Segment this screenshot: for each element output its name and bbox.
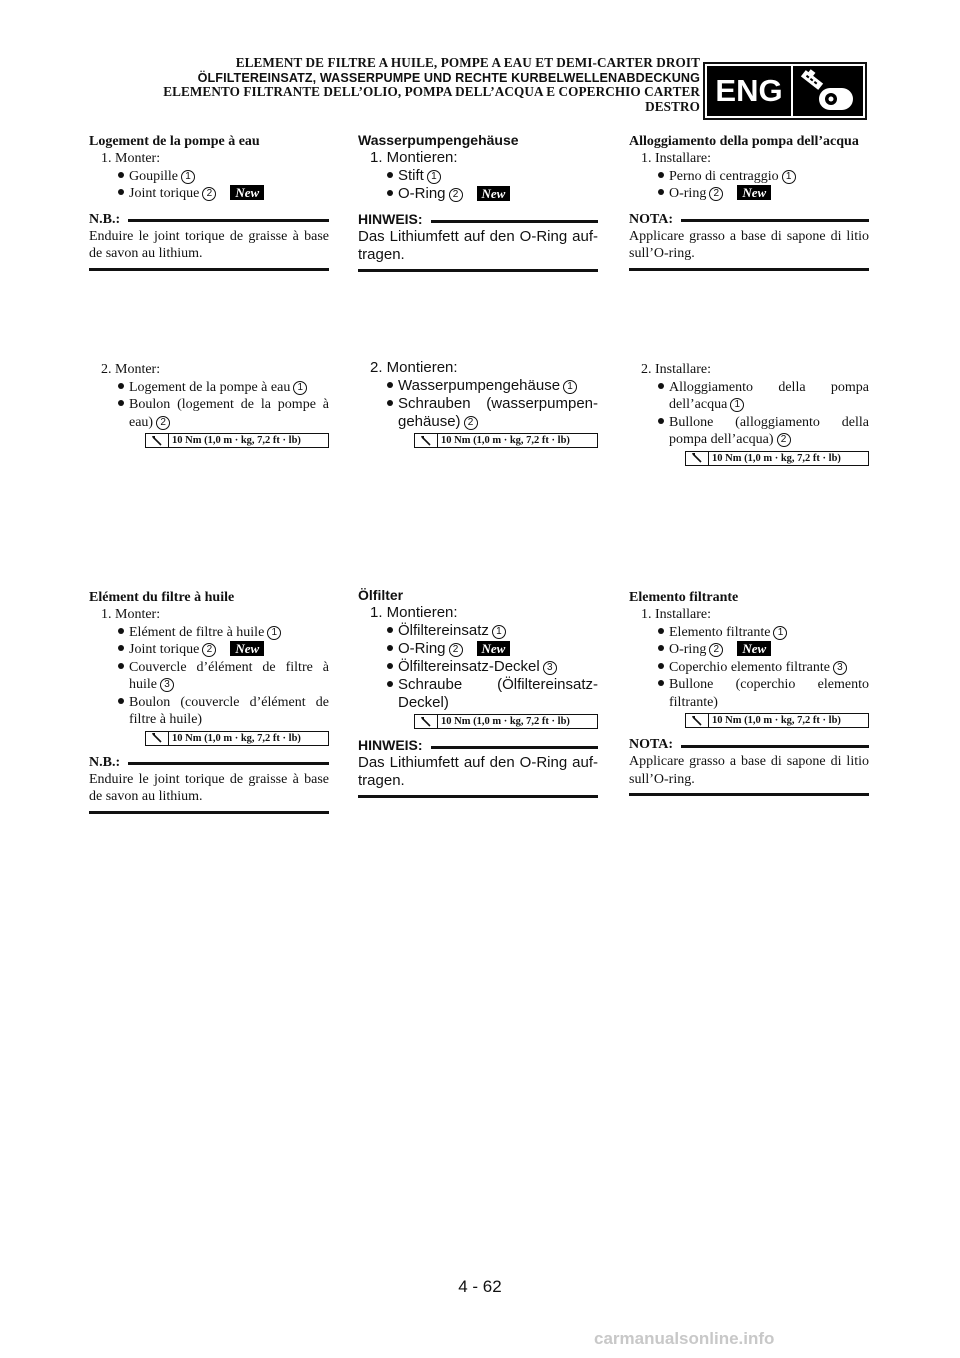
note-box: [629, 736, 869, 796]
page-number: 4 - 62: [458, 1277, 502, 1296]
step-1: 1. Montieren:: [370, 149, 458, 166]
list-item: Stift 1: [358, 167, 598, 185]
note-text: Das Lithiumfett auf den O-Ring auf-tragen.: [358, 228, 598, 263]
torque-wrench-icon: [415, 434, 438, 447]
note-heading: NOTA:: [629, 737, 674, 752]
note-box: [89, 211, 329, 271]
torque-wrench-icon: [686, 714, 709, 727]
bullet-icon: [118, 641, 129, 659]
callout-3: 3: [833, 661, 847, 675]
fr-oil-filter-section: [89, 589, 329, 814]
de-step2-section: [358, 359, 598, 448]
torque-wrench-icon: [146, 434, 169, 447]
bullet-icon: [118, 185, 129, 203]
list-item: O-ring 2 New: [629, 185, 869, 203]
it-water-pump-section: [629, 133, 869, 271]
torque-value: 10 Nm (1,0 m · kg, 7,2 ft · lb): [712, 715, 841, 726]
bullet-icon: [118, 379, 129, 397]
callout-2: 2: [202, 643, 216, 657]
torque-spec: [145, 731, 329, 746]
note-text: Enduire le joint torique de graisse à base de savon au lithium.: [89, 228, 329, 261]
callout-3: 3: [543, 661, 557, 675]
callout-1: 1: [563, 380, 577, 394]
note-box: [629, 211, 869, 271]
bullet-icon: [118, 168, 129, 186]
callout-2: 2: [449, 188, 463, 202]
bullet-icon: [658, 379, 669, 397]
header-title-fr: ELEMENT DE FILTRE A HUILE, POMPE A EAU ET DEMI-CARTER DROIT: [235, 55, 700, 70]
bullet-icon: [387, 658, 398, 676]
list-item: Bullone (alloggiamento della pompa dell’acqua) 2: [629, 414, 869, 449]
torque-value: 10 Nm (1,0 m · kg, 7,2 ft · lb): [172, 435, 301, 446]
bullet-icon: [118, 396, 129, 414]
list-item: O-ring 2 New: [629, 641, 869, 659]
callout-1: 1: [293, 381, 307, 395]
step-2: 2. Montieren:: [370, 359, 458, 376]
bullet-icon: [658, 185, 669, 203]
callout-1: 1: [492, 625, 506, 639]
bullet-icon: [387, 185, 398, 203]
new-part-badge: New: [737, 185, 771, 200]
list-item: Bullone (coperchio elemento filtrante): [629, 676, 869, 711]
header-title-it: ELEMENTO FILTRANTE DELL’OLIO, POMPA DELL’ACQUA E COPERCHIO CARTER: [163, 84, 700, 99]
note-text: Enduire le joint torique de graisse à base de savon au lithium.: [89, 771, 329, 804]
list-item: Joint torique 2 New: [89, 185, 329, 203]
torque-spec: [414, 714, 598, 729]
section-title: Ölfilter: [358, 587, 404, 603]
callout-2: 2: [709, 643, 723, 657]
callout-1: 1: [782, 170, 796, 184]
watermark: carmanualsonline.info: [594, 1329, 775, 1348]
callout-2: 2: [202, 187, 216, 201]
section-badge: [703, 62, 867, 120]
note-heading: N.B.:: [89, 211, 121, 227]
bullet-icon: [387, 676, 398, 694]
note-heading: HINWEIS:: [358, 737, 423, 753]
torque-spec: [414, 433, 598, 448]
step-1: 1. Installare:: [641, 151, 711, 166]
list-item: Boulon (logement de la pompe à eau) 2: [89, 396, 329, 431]
torque-wrench-icon: [415, 715, 438, 728]
step-1: 1. Installare:: [641, 607, 711, 622]
bullet-icon: [658, 168, 669, 186]
bullet-icon: [658, 624, 669, 642]
bullet-icon: [658, 414, 669, 432]
bullet-icon: [658, 641, 669, 659]
bullet-icon: [387, 640, 398, 658]
bullet-icon: [658, 676, 669, 694]
list-item: O-Ring 2 New: [358, 185, 598, 203]
callout-1: 1: [773, 626, 787, 640]
callout-2: 2: [709, 187, 723, 201]
note-heading: NOTA:: [629, 211, 674, 227]
step-1: 1. Monter:: [101, 151, 161, 166]
bullet-icon: [387, 622, 398, 640]
note-text: Applicare grasso a base di sapone di litio sull’O-ring.: [629, 754, 869, 787]
fr-water-pump-section: [89, 133, 329, 271]
new-part-badge: New: [737, 641, 771, 656]
list-item: Ölfiltereinsatz 1: [358, 622, 598, 640]
note-heading: N.B.:: [89, 754, 121, 770]
torque-value: 10 Nm (1,0 m · kg, 7,2 ft · lb): [441, 716, 570, 727]
note-text: Das Lithiumfett auf den O-Ring auf-tragen.: [358, 754, 598, 789]
de-oil-filter-section: [358, 587, 598, 798]
new-part-badge: New: [230, 641, 264, 656]
list-item: Elément de filtre à huile 1: [89, 624, 329, 642]
callout-2: 2: [777, 433, 791, 447]
callout-2: 2: [449, 643, 463, 657]
list-item: Logement de la pompe à eau 1: [89, 379, 329, 397]
new-part-badge: New: [477, 186, 511, 201]
callout-2: 2: [156, 416, 170, 430]
torque-value: 10 Nm (1,0 m · kg, 7,2 ft · lb): [712, 452, 841, 464]
note-heading: HINWEIS:: [358, 211, 423, 227]
page-header: [80, 56, 700, 114]
callout-1: 1: [267, 626, 281, 640]
bullet-icon: [658, 659, 669, 677]
eng-label: ENG: [707, 66, 791, 116]
list-item: Alloggiamento della pompa dell’acqua 1: [629, 379, 869, 414]
bullet-icon: [387, 167, 398, 185]
new-part-badge: New: [477, 641, 511, 656]
de-water-pump-section: [358, 132, 598, 272]
torque-spec: [685, 451, 869, 466]
list-item: Schraube (Ölfiltereinsatz-Deckel): [358, 676, 598, 712]
list-item: Joint torique 2 New: [89, 641, 329, 659]
bullet-icon: [118, 659, 129, 677]
torque-wrench-icon: [146, 732, 169, 745]
torque-spec: [145, 433, 329, 448]
torque-value: 10 Nm (1,0 m · kg, 7,2 ft · lb): [441, 435, 570, 446]
list-item: Elemento filtrante 1: [629, 624, 869, 642]
step-1: 1. Monter:: [101, 607, 161, 622]
new-part-badge: New: [230, 185, 264, 200]
fr-step2-section: [89, 361, 329, 448]
callout-1: 1: [181, 170, 195, 184]
list-item: Coperchio elemento filtrante 3: [629, 659, 869, 677]
engine-wrench-icon: [793, 66, 863, 116]
list-item: Perno di centraggio 1: [629, 168, 869, 186]
list-item: Ölfiltereinsatz-Deckel 3: [358, 658, 598, 676]
bullet-icon: [118, 624, 129, 642]
list-item: Schrauben (wasserpumpen-gehäuse) 2: [358, 395, 598, 431]
callout-1: 1: [427, 170, 441, 184]
callout-2: 2: [464, 416, 478, 430]
section-title: Elemento filtrante: [629, 590, 739, 605]
note-box: [89, 754, 329, 814]
section-title: Alloggiamento della pompa dell’acqua: [629, 134, 859, 149]
callout-3: 3: [160, 678, 174, 692]
note-box: [358, 737, 598, 798]
callout-1: 1: [730, 398, 744, 412]
section-title: Wasserpumpengehäuse: [358, 132, 519, 148]
it-step2-section: [629, 361, 869, 466]
step-2: 2. Monter:: [101, 362, 161, 377]
list-item: Boulon (couvercle d’élément de filtre à huile): [89, 694, 329, 729]
list-item: Couvercle d’élément de filtre à huile 3: [89, 659, 329, 694]
section-title: Logement de la pompe à eau: [89, 134, 260, 149]
header-title-de: ÖLFILTEREINSATZ, WASSERPUMPE UND RECHTE KURBELWELLENABDECKUNG: [197, 70, 700, 85]
list-item: O-Ring 2 New: [358, 640, 598, 658]
step-2: 2. Installare:: [641, 362, 711, 377]
list-item: Wasserpumpengehäuse 1: [358, 377, 598, 395]
note-box: [358, 211, 598, 272]
list-item: Goupille 1: [89, 168, 329, 186]
torque-wrench-icon: [686, 452, 709, 465]
it-oil-filter-section: [629, 589, 869, 796]
section-title: Elément du filtre à huile: [89, 590, 235, 605]
torque-spec: [685, 713, 869, 728]
bullet-icon: [118, 694, 129, 712]
step-1: 1. Montieren:: [370, 604, 458, 621]
bullet-icon: [387, 377, 398, 395]
note-text: Applicare grasso a base di sapone di litio sull’O-ring.: [629, 228, 869, 261]
bullet-icon: [387, 395, 398, 413]
header-title-it-cont: DESTRO: [645, 98, 700, 114]
torque-value: 10 Nm (1,0 m · kg, 7,2 ft · lb): [172, 732, 301, 744]
